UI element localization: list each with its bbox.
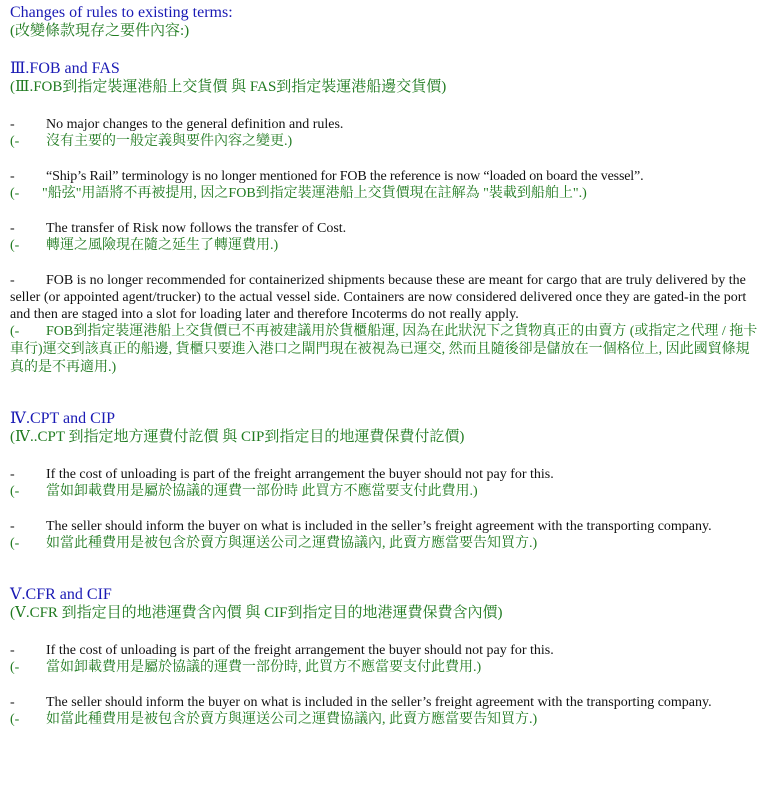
rule-text-zh: 轉運之風險現在隨之延生了轉運費用.) — [46, 238, 279, 253]
rule-item — [10, 466, 760, 483]
document-page — [10, 4, 760, 729]
list-open: (- — [10, 324, 20, 339]
rule-text-zh: "船弦"用語將不再被提用, 因之FOB到指定裝運港船上交貨價現在註解為 "裝載到船舶上".) — [42, 186, 587, 201]
intro-title-zh: (改變條款現存之要件內容:) — [10, 23, 190, 39]
section-heading: Ⅲ.FOB and FAS — [10, 60, 120, 77]
list-dash: - — [10, 519, 15, 534]
rule-text-zh: 當如卸載費用是屬於協議的運費一部份時, 此買方不應當要支付此費用.) — [46, 660, 482, 675]
rule-text: The seller should inform the buyer on what is included in the seller’s freight agreement with the transporting company. — [46, 519, 712, 534]
rule-text: The seller should inform the buyer on what is included in the seller’s freight agreement with the transporting company. — [46, 695, 712, 710]
section-fob-fas — [10, 60, 760, 377]
rule-item-zh — [10, 133, 760, 151]
list-open: (- — [10, 134, 20, 149]
rule-text-zh: 當如卸載費用是屬於協議的運費一部份時 此買方不應當要支付此費用.) — [46, 484, 478, 499]
rule-text: FOB is no longer recommended for containerized shipments because these are meant for cargo that are truly delivered by the seller (or appointed agent/trucker) to the actual vessel side. Containers are now considered delivered once they are gated-in the port and then are staged into a slot for loading later and therefore Incoterms do not really apply. — [10, 273, 747, 322]
list-open: (- — [10, 712, 20, 727]
rule-item-zh — [10, 711, 760, 729]
rule-item — [10, 116, 760, 133]
list-open: (- — [10, 238, 20, 253]
rule-item-zh — [10, 535, 760, 553]
list-open: (- — [10, 660, 20, 675]
list-dash: - — [10, 169, 15, 184]
list-open: (- — [10, 536, 20, 551]
rule-text: If the cost of unloading is part of the freight arrangement the buyer should not pay for this. — [46, 643, 554, 658]
rule-item-zh — [10, 323, 760, 377]
rule-text-zh: 如當此種費用是被包含於賣方與運送公司之運費協議內, 此賣方應當要告知買方.) — [46, 712, 538, 727]
section-heading: Ⅴ.CFR and CIF — [10, 586, 112, 603]
rule-item — [10, 694, 760, 711]
rule-item-zh — [10, 659, 760, 677]
list-open: (- — [10, 484, 20, 499]
rule-item — [10, 168, 760, 185]
section-heading: Ⅳ.CPT and CIP — [10, 410, 116, 427]
rule-text: If the cost of unloading is part of the freight arrangement the buyer should not pay for this. — [46, 467, 554, 482]
section-cpt-cip — [10, 410, 760, 553]
list-dash: - — [10, 643, 15, 658]
section-cfr-cif — [10, 586, 760, 729]
rule-text: “Ship’s Rail” terminology is no longer mentioned for FOB the reference is now “loaded on board the vessel”. — [46, 169, 644, 184]
rule-item — [10, 642, 760, 659]
list-dash: - — [10, 467, 15, 482]
rule-text-zh: 沒有主要的一般定義與要件內容之變更.) — [46, 134, 293, 149]
section-heading-zh: (Ⅲ.FOB到指定裝運港船上交貨價 與 FAS到指定裝運港船邊交貨價) — [10, 79, 447, 95]
intro-title: Changes of rules to existing terms: — [10, 4, 233, 21]
rule-text: The transfer of Risk now follows the transfer of Cost. — [46, 221, 347, 236]
rule-item-zh — [10, 185, 760, 203]
list-dash: - — [10, 273, 15, 288]
list-dash: - — [10, 695, 15, 710]
list-open: (- — [10, 186, 20, 201]
list-dash: - — [10, 117, 15, 132]
rule-item — [10, 220, 760, 237]
section-heading-zh: (Ⅳ..CPT 到指定地方運費付訖價 與 CIP到指定目的地運費保費付訖價) — [10, 429, 465, 445]
section-heading-zh: (Ⅴ.CFR 到指定目的地港運費含內價 與 CIF到指定目的地港運費保費含內價) — [10, 605, 503, 621]
rule-item — [10, 518, 760, 535]
rule-item-zh — [10, 483, 760, 501]
rule-text-zh: 如當此種費用是被包含於賣方與運送公司之運費協議內, 此賣方應當要告知買方.) — [46, 536, 538, 551]
list-dash: - — [10, 221, 15, 236]
rule-text-zh: FOB到指定裝運港船上交貨價已不再被建議用於貨櫃船運, 因為在此狀況下之貨物真正的由賣方 (或指定之代理 / 拖卡車行)運交到該真正的船邊, 貨櫃只要進入港口之閘門現在被視為已運交, 然而且隨後卻是儲放在一個格位上, 因此國貿條規真的是不再適用.) — [10, 324, 758, 375]
rule-item — [10, 272, 760, 323]
rule-item-zh — [10, 237, 760, 255]
rule-text: No major changes to the general definition and rules. — [46, 117, 344, 132]
